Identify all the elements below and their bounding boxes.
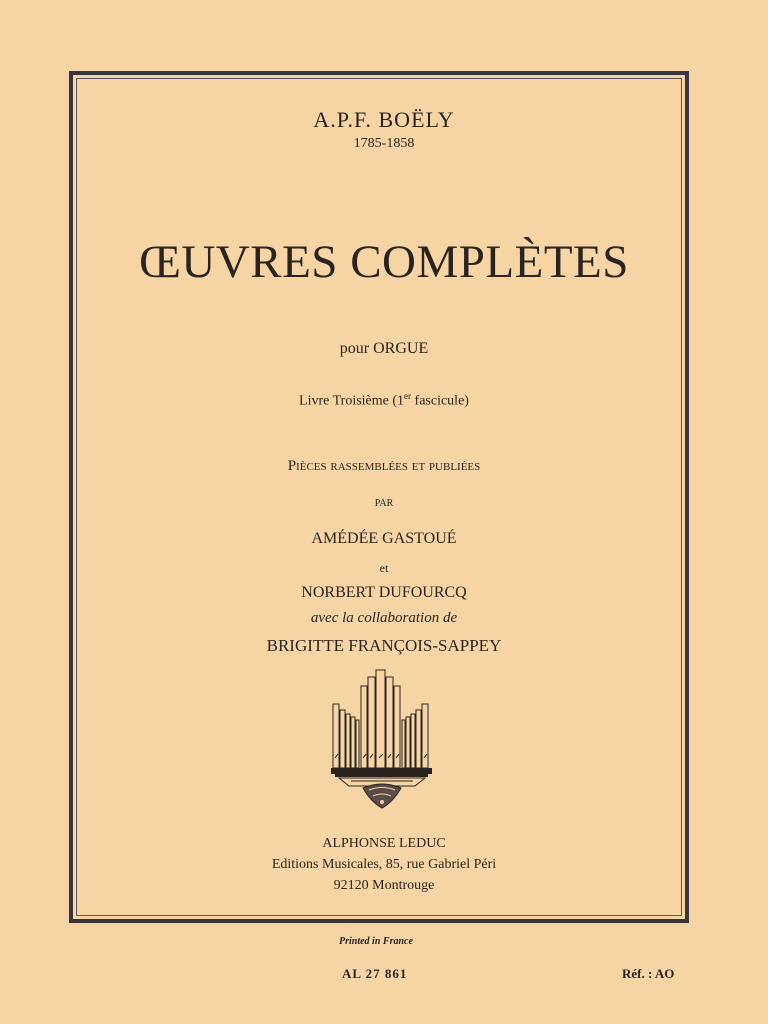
organ-pipes-icon [329,668,435,814]
catalog-number: AL 27 861 [342,966,408,981]
composer-dates: 1785-1858 [353,136,415,151]
instrument-line: pour ORGUE [339,340,429,357]
and-line: et [379,561,389,575]
collaborator-name: BRIGITTE FRANÇOIS-SAPPEY [266,636,502,655]
reference-code: Réf. : AO [622,966,675,981]
printed-in-note: Printed in France [339,936,413,947]
volume-suffix: fascicule) [411,393,469,409]
by-line: par [374,495,394,510]
publisher-name: ALPHONSE LEDUC [322,836,446,851]
editor-2-name: NORBERT DUFOURCQ [301,584,467,601]
publisher-city: 92120 Montrouge [333,878,435,893]
editor-1-name: AMÉDÉE GASTOUÉ [311,530,457,547]
volume-line [0,391,768,410]
volume-prefix: Livre Troisième (1 [299,393,405,409]
collected-line: Pièces rassemblées et publiées [287,458,481,474]
composer-name: A.P.F. BOËLY [313,107,455,132]
page-title: ŒUVRES COMPLÈTES [139,236,629,288]
volume-superscript: er [404,391,412,401]
collaboration-line: avec la collaboration de [310,610,458,626]
publisher-address: Editions Musicales, 85, rue Gabriel Péri [271,857,497,872]
